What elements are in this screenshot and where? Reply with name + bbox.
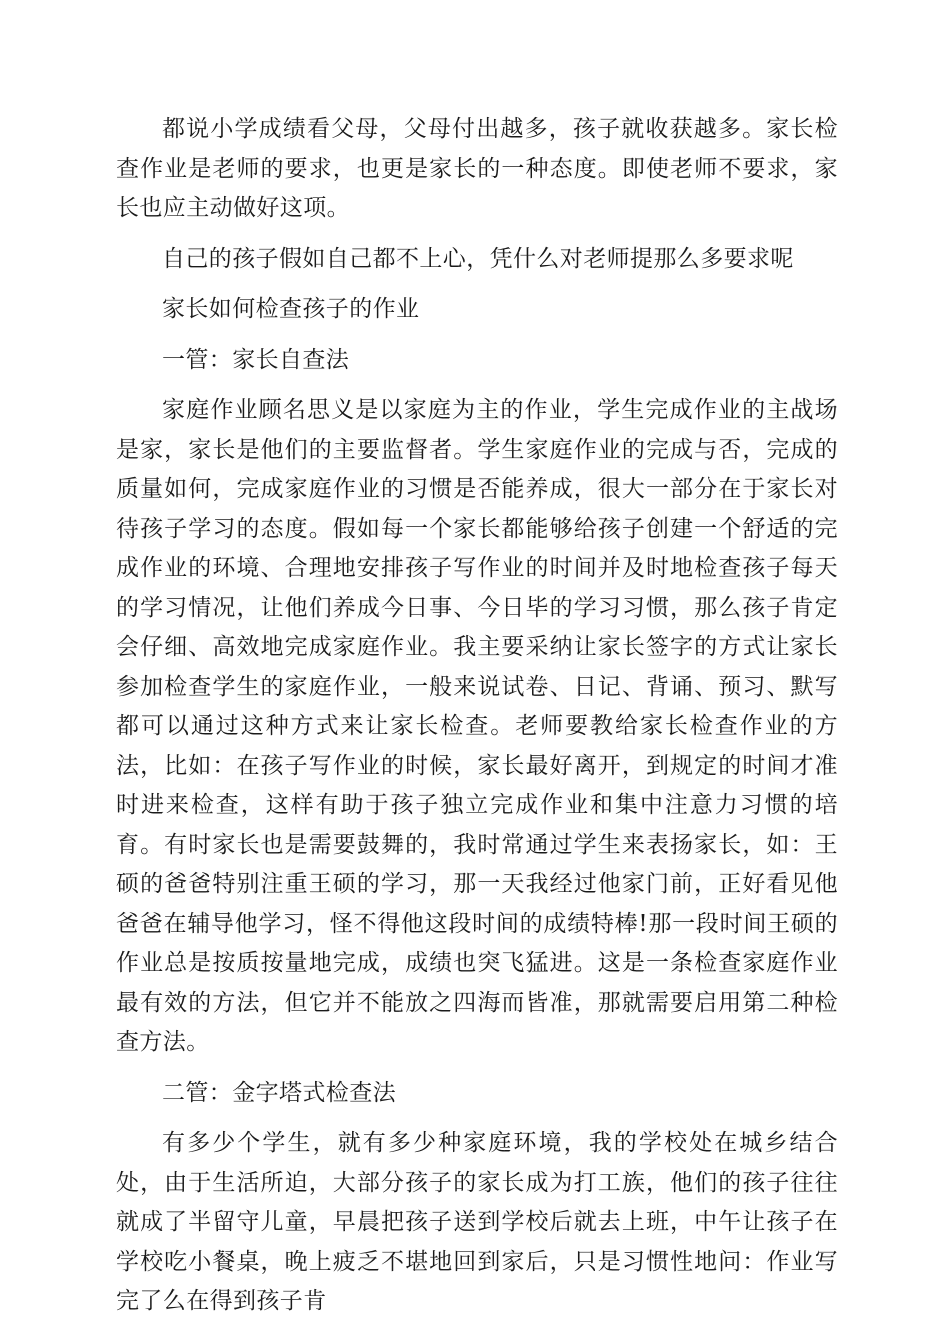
- paragraph-method-two: 有多少个学生，就有多少种家庭环境，我的学校处在城乡结合处，由于生活所迫，大部分孩子的家长成为打工族，他们的孩子往往就成了半留守儿童，早晨把孩子送到学校后就去上班，中午让孩子在学校吃小餐桌，晚上疲乏不堪地回到家后，只是习惯性地问：作业写完了么在得到孩子肯: [116, 1130, 838, 1314]
- paragraph-question: 自己的孩子假如自己都不上心，凭什么对老师提那么多要求呢: [162, 245, 794, 272]
- paragraph-intro: 都说小学成绩看父母，父母付出越多，孩子就收获越多。家长检查作业是老师的要求，也更是家长的一种态度。即使老师不要求，家长也应主动做好这项。: [116, 116, 838, 221]
- section-heading: 家长如何检查孩子的作业: [162, 296, 420, 322]
- document-body: [116, 110, 838, 1333]
- paragraph-method-one: 家庭作业顾名思义是以家庭为主的作业，学生完成作业的主战场是家，家长是他们的主要监督者。学生家庭作业的完成与否，完成的质量如何，完成家庭作业的习惯是否能养成，很大一部分在于家长对待孩子学习的态度。假如每一个家长都能够给孩子创建一个舒适的完成作业的环境、合理地安排孩子写作业的时间并及时地检查孩子每天的学习情况，让他们养成今日事、今日毕的学习习惯，那么孩子肯定会仔细、高效地完成家庭作业。我主要采纳让家长签字的方式让家长参加检查学生的家庭作业，一般来说试卷、日记、背诵、预习、默写都可以通过这种方式来让家长检查。老师要教给家长检查作业的方法，比如：在孩子写作业的时候，家长最好离开，到规定的时间才准时进来检查，这样有助于孩子独立完成作业和集中注意力习惯的培育。有时家长也是需要鼓舞的，我时常通过学生来表扬家长，如：王硕的爸爸特别注重王硕的学习，那一天我经过他家门前，正好看见他爸爸在辅导他学习，怪不得他这段时间的成绩特棒!那一段时间王硕的作业总是按质按量地完成，成绩也突飞猛进。这是一条检查家庭作业最有效的方法，但它并不能放之四海而皆准，那就需要启用第二种检查方法。: [116, 397, 838, 1055]
- subheading-method-one: 一管：家长自查法: [162, 346, 350, 373]
- subheading-method-two: 二管：金字塔式检查法: [162, 1079, 396, 1106]
